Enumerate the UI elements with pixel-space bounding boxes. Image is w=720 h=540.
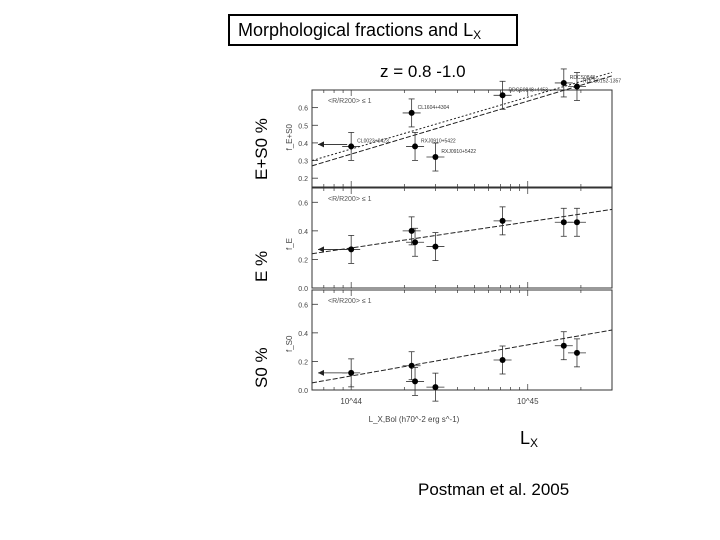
x-tick-label: 10^45	[516, 397, 539, 406]
lx-label-subscript: X	[530, 436, 539, 450]
point-label: CL0023+0423	[357, 138, 389, 145]
y-axis-label: f_E	[285, 237, 294, 250]
fit-line	[312, 72, 612, 160]
y-tick-label: 0.5	[298, 123, 308, 131]
data-point	[348, 143, 354, 149]
y-tick-label: 0.0	[298, 388, 308, 395]
data-point	[500, 357, 506, 363]
data-point	[500, 218, 506, 224]
x-tick-label: 10^44	[340, 397, 362, 406]
lx-label	[520, 428, 538, 450]
y-tick-label: 0.6	[298, 302, 308, 310]
limit-arrow-head	[318, 246, 324, 252]
y-tick-label: 0.2	[298, 176, 308, 184]
data-point	[561, 219, 567, 225]
title-text: Morphological fractions and L	[238, 20, 474, 40]
side-label-middle: E %	[252, 250, 271, 282]
y-tick-label: 0.4	[298, 140, 308, 148]
data-point	[432, 244, 438, 250]
data-point	[348, 246, 354, 252]
fit-line	[312, 209, 612, 253]
y-axis-label: f_E+S0	[285, 124, 294, 151]
y-tick-label: 0.4	[298, 228, 308, 236]
data-point	[348, 370, 354, 376]
data-point	[432, 384, 438, 390]
data-point	[412, 378, 418, 384]
y-tick-label: 0.3	[298, 158, 308, 166]
panel-frame	[312, 188, 612, 288]
point-label: RXJ0910+5422	[421, 138, 456, 145]
y-tick-label: 0.2	[298, 359, 308, 367]
data-point	[500, 92, 506, 98]
panel-annotation: <R/R200> ≤ 1	[328, 298, 372, 305]
point-label: RDCS0152-1357	[582, 78, 622, 85]
side-label-bottom: S0 %	[252, 347, 271, 388]
panel-annotation: <R/R200> ≤ 1	[328, 196, 372, 203]
y-tick-label: 0.2	[298, 257, 308, 265]
x-axis-label: L_X,Bol (h70^-2 erg s^-1)	[368, 415, 460, 424]
side-label-top: E+S0 %	[252, 118, 271, 180]
point-label: CL1604+4304	[417, 104, 450, 111]
y-tick-label: 0.0	[298, 286, 308, 293]
y-axis-label: f_S0	[285, 335, 294, 352]
limit-arrow-head	[318, 370, 324, 376]
data-point	[574, 83, 580, 89]
data-point	[412, 239, 418, 245]
data-point	[409, 110, 415, 116]
data-point	[561, 343, 567, 349]
point-label: RDCS0848+4453	[508, 87, 548, 94]
redshift-label: z = 0.8 -1.0	[380, 62, 466, 81]
y-tick-label: 0.6	[298, 200, 308, 208]
fit-line	[312, 330, 612, 383]
data-point	[412, 143, 418, 149]
point-label: RXJ0910+5422	[441, 149, 477, 156]
data-point	[432, 154, 438, 160]
title-subscript: X	[473, 28, 482, 42]
data-point	[409, 228, 415, 234]
credit-text: Postman et al. 2005	[418, 480, 570, 499]
y-tick-label: 0.4	[298, 330, 308, 338]
panel-annotation: <R/R200> ≤ 1	[328, 98, 372, 105]
point-label: RDCS0848	[569, 74, 596, 81]
data-point	[561, 80, 567, 86]
data-point	[574, 219, 580, 225]
data-point	[574, 350, 580, 356]
lx-label-text: L	[520, 428, 531, 448]
limit-arrow-head	[318, 141, 324, 147]
y-tick-label: 0.6	[298, 105, 308, 113]
